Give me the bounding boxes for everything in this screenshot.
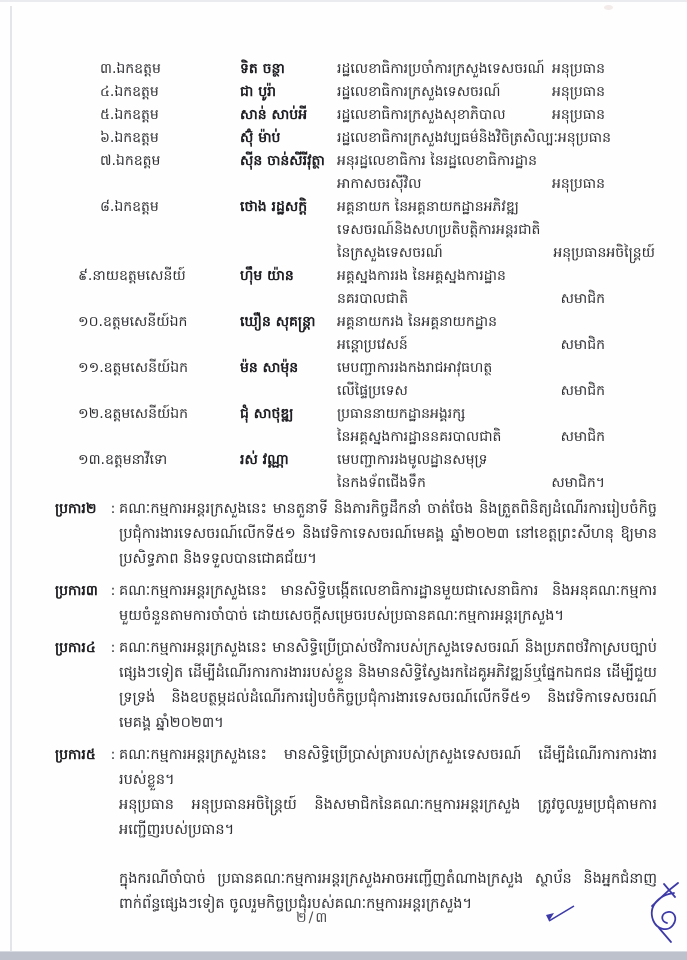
scan-top-edge <box>0 0 687 2</box>
article-row <box>55 743 657 917</box>
member-row <box>78 58 655 81</box>
article-body <box>119 743 657 917</box>
member-name: ស៊ុំ ម៉ាប់ <box>240 130 281 146</box>
member-row <box>78 265 655 311</box>
member-row <box>78 127 655 150</box>
member-row <box>78 81 655 104</box>
member-role-text: រដ្ឋលេខាធិការក្រសួងសុខាភិបាល <box>337 107 506 123</box>
member-name: ម៉ន សាម៉ុន <box>240 360 299 376</box>
member-role-text: មេបញ្ជាការរងកងរាជអាវុធហត្ថ <box>337 360 493 376</box>
article-label: ប្រការ៣ <box>55 583 98 599</box>
member-role-text: រដ្ឋលេខាធិការប្រចាំការក្រសួងទេសចរណ៍ <box>337 61 545 77</box>
member-role-line <box>337 127 655 150</box>
member-row <box>78 104 655 127</box>
member-name: ថោង រដ្ឋសក្តិ <box>240 199 308 215</box>
member-role-text: ប្រធាននាយកដ្ឋានអង្គរក្ស <box>337 406 466 422</box>
member-role-block <box>337 104 655 127</box>
member-number-title: ៩.នាយឧត្តមសេនីយ៍ <box>78 268 186 284</box>
member-row <box>78 196 655 265</box>
member-name: រស់ វណ្ណា <box>240 452 289 468</box>
member-position-text: អនុប្រធាន <box>557 130 611 146</box>
member-name: ស៊ីន ចាន់សីរីវុត្ថា <box>240 153 325 169</box>
member-position-text: អនុប្រធានអចិន្ត្រៃយ៍ <box>553 245 655 261</box>
article-body <box>119 636 657 736</box>
member-role-line <box>337 173 655 196</box>
member-role-line <box>337 449 655 472</box>
article-body <box>119 497 657 572</box>
member-role-block <box>337 265 655 311</box>
member-role-line <box>337 311 655 334</box>
member-role-line <box>337 334 655 357</box>
member-role-block <box>337 403 655 449</box>
member-role-text: អាកាសចរស៊ីវិល <box>337 176 422 192</box>
member-role-block <box>337 81 655 104</box>
member-role-block <box>337 150 655 196</box>
member-number-title: ៦.ឯកឧត្តម <box>100 130 159 146</box>
article-paragraph: គណៈកម្មការអន្តរក្រសួងនេះ មានសិទ្ធិប្រើប្រាស់ត្រារបស់ក្រសួងទេសចរណ៍ ដើម្បីដំណើរការការងាររបស់ខ្លួន។ <box>119 747 657 788</box>
member-name: ឃឿន សុគន្ត្រា <box>240 314 316 330</box>
article-colon: : <box>110 583 116 599</box>
article-paragraph: អនុប្រធាន អនុប្រធានអចិន្ត្រៃយ៍ និងសមាជិកនៃគណៈកម្មការអន្តរក្រសួង ត្រូវចូលរួមប្រជុំតាមការអញ្ជើញរបស់ប្រធាន។ <box>119 797 657 838</box>
member-row <box>78 403 655 449</box>
member-position-text: សមាជិក <box>560 383 605 399</box>
member-position-text: អនុប្រធាន <box>551 107 605 123</box>
member-role-line <box>337 357 655 380</box>
member-position-text: សមាជិក <box>560 291 605 307</box>
member-number-title: ១២.ឧត្តមសេនីយ៍ឯក <box>78 406 189 422</box>
article-colon: : <box>110 640 116 656</box>
member-role-block <box>337 58 655 81</box>
member-role-line <box>337 58 655 81</box>
page-number: ២/៣ <box>296 910 330 926</box>
member-role-text: រដ្ឋលេខាធិការក្រសួងទេសចរណ៍ <box>337 84 501 100</box>
member-role-text: មេបញ្ជាការរងមូលដ្ឋានសមុទ្រ <box>337 452 488 468</box>
member-role-text: អគ្គស្នងការរង នៃអគ្គស្នងការដ្ឋាន <box>337 268 506 284</box>
member-row <box>78 357 655 403</box>
member-role-text: ទេសចរណ៍និងសហប្រតិបត្តិការអន្តរជាតិ <box>337 222 541 238</box>
member-role-text: នៃក្រសួងទេសចរណ៍ <box>337 245 443 261</box>
member-position-text: អនុប្រធាន <box>551 176 605 192</box>
member-number-title: ៣.ឯកឧត្តម <box>100 61 161 77</box>
member-number-title: ៧.ឯកឧត្តម <box>100 153 161 169</box>
member-row <box>78 449 655 495</box>
member-role-line <box>337 472 655 495</box>
member-role-text: នៃអគ្គស្នងការដ្ឋាននគរបាលជាតិ <box>337 429 502 445</box>
article-colon: : <box>110 501 116 517</box>
member-position-text: សមាជិក <box>560 337 605 353</box>
committee-member-list <box>78 58 655 495</box>
article-paragraph: គណៈកម្មការអន្តរក្រសួងនេះ មានសិទ្ធិប្រើប្រាស់ថវិការបស់ក្រសួងទេសចរណ៍ និងប្រភពថវិកាស្របច្បាប់ផ្សេងៗទៀត ដើម្បីដំណើរការការងាររបស់ខ្លួន និងមានសិទ្ធិស្វែងរកដៃគូអភិវឌ្ឍន៍ឬផ្នែកឯកជន ដើម្បីជួយទ្រទ្រង់ និងឧបត្ថម្ភដល់ដំណើរការរៀបចំកិច្ចប្រជុំការងារទេសចរណ៍លើកទី៥១ និងវេទិកាទេសចរណ៍មេគង្គ ឆ្នាំ២០២៣។ <box>119 640 657 731</box>
member-role-line <box>337 403 655 426</box>
member-position-text: អនុប្រធាន <box>551 84 605 100</box>
article-row <box>55 497 657 572</box>
scan-left-edge <box>10 6 12 951</box>
member-number-title: ១១.ឧត្តមសេនីយ៍ឯក <box>78 360 189 376</box>
article-colon: : <box>110 747 116 763</box>
article-row <box>55 636 657 736</box>
article-paragraph: ក្នុងករណីចាំបាច់ ប្រធានគណៈកម្មការអន្តរក្រសួងអាចអញ្ជើញតំណាងក្រសួង ស្ថាប័ន និងអ្នកជំនាញពាក់ព័ន្ធផ្សេងៗទៀត ចូលរួមកិច្ចប្រជុំរបស់គណៈកម្មការអន្តរក្រសួង។ <box>119 871 657 912</box>
member-role-text: នៃកងទ័ពជើងទឹក <box>337 475 426 491</box>
member-row <box>78 150 655 196</box>
scanner-bed-strip <box>0 952 687 960</box>
member-role-text: អនុរដ្ឋលេខាធិការ នៃរដ្ឋលេខាធិការដ្ឋាន <box>337 153 537 169</box>
member-role-line <box>337 265 655 288</box>
member-name: ជា បូរ៉ា <box>240 84 276 100</box>
member-role-line <box>337 242 655 265</box>
article-paragraph: គណៈកម្មការអន្តរក្រសួងនេះ មានតួនាទី និងភារកិច្ចដឹកនាំ ចាត់ចែង និងត្រួតពិនិត្យដំណើរការរៀបចំកិច្ចប្រជុំការងារទេសចរណ៍លើកទី៥១ និងវេទិកាទេសចរណ៍មេគង្គ ឆ្នាំ២០២៣ នៅខេត្តព្រះសីហនុ ឱ្យមានប្រសិទ្ធភាព និងទទួលបានជោគជ័យ។ <box>119 501 657 567</box>
member-number-title: ៨.ឯកឧត្តម <box>100 199 159 215</box>
member-role-line <box>337 150 655 173</box>
member-name: ទិត ចន្ថា <box>240 61 285 77</box>
member-role-block <box>337 311 655 357</box>
member-role-line <box>337 380 655 403</box>
member-role-line <box>337 426 655 449</box>
member-role-text: រដ្ឋលេខាធិការក្រសួងវប្បធម៌និងវិចិត្រសិល្បៈ <box>337 130 558 146</box>
member-number-title: ១៣.ឧត្តមនាវីទោ <box>78 452 168 468</box>
member-role-text: អន្តោប្រវេសន៍ <box>337 337 408 353</box>
member-role-block <box>337 196 655 265</box>
articles-section <box>55 497 657 924</box>
member-role-text: លើផ្ទៃប្រទេស <box>337 383 408 399</box>
member-role-text: អគ្គនាយក នៃអគ្គនាយកដ្ឋានអភិវឌ្ឍ <box>337 199 519 215</box>
member-number-title: ៤.ឯកឧត្តម <box>100 84 159 100</box>
member-name: សាន់ សាប់អី <box>240 107 308 123</box>
member-role-line <box>337 288 655 311</box>
member-role-block <box>337 449 655 495</box>
member-number-title: ១០.ឧត្តមសេនីយ៍ឯក <box>78 314 188 330</box>
member-role-line <box>337 196 655 219</box>
member-role-line <box>337 81 655 104</box>
member-role-line <box>337 219 655 242</box>
member-row <box>78 311 655 357</box>
member-role-block <box>337 127 655 150</box>
member-position-text: អនុប្រធាន <box>551 61 605 77</box>
article-body <box>119 579 657 629</box>
member-position-text: សមាជិក។ <box>551 475 605 491</box>
member-number-title: ៥.ឯកឧត្តម <box>100 107 159 123</box>
article-paragraph: គណៈកម្មការអន្តរក្រសួងនេះ មានសិទ្ធិបង្កើតលេខាធិការដ្ឋានមួយជាសេនាធិការ និងអនុគណៈកម្មការមួយចំនួនតាមការចាំបាច់ ដោយសេចក្តីសម្រេចរបស់ប្រធានគណៈកម្មការអន្តរក្រសួង។ <box>119 583 657 624</box>
member-position-text: សមាជិក <box>560 429 605 445</box>
article-label: ប្រការ៤ <box>55 640 96 656</box>
member-name: ជុំ សាថុឌ្ឍ <box>240 406 294 422</box>
scan-speck <box>604 5 613 10</box>
member-role-text: អគ្គនាយករង នៃអគ្គនាយកដ្ឋាន <box>337 314 497 330</box>
member-role-block <box>337 357 655 403</box>
article-label: ប្រការ២ <box>55 501 97 517</box>
member-role-line <box>337 104 655 127</box>
article-label: ប្រការ៥ <box>55 747 96 763</box>
member-role-text: នគរបាលជាតិ <box>337 291 409 307</box>
article-row <box>55 579 657 629</box>
member-name: ហ៊ឹម យ៉ាន <box>240 268 294 284</box>
